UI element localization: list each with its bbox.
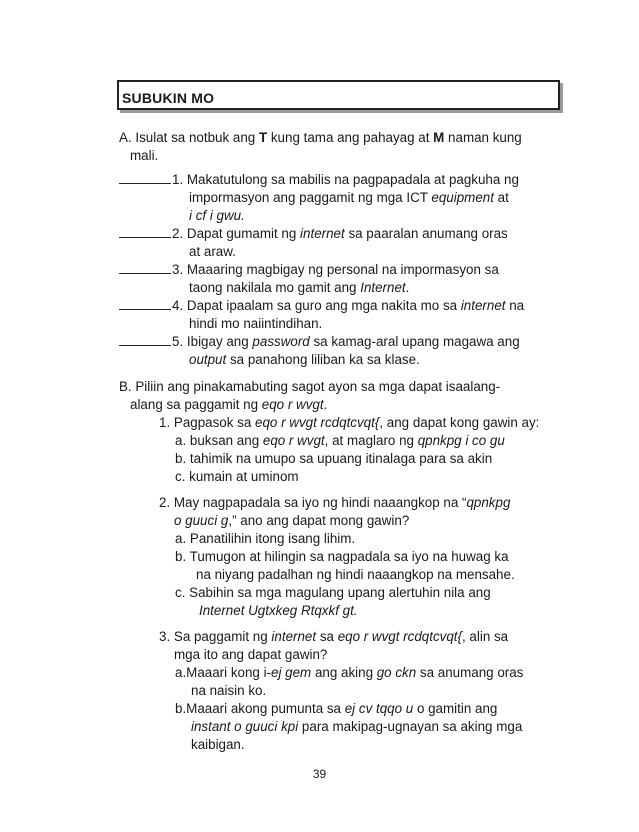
option-a: a. Panatilihin itong isang lihim.	[175, 531, 356, 546]
option-b: b.Maaari akong pumunta sa ej cv tqqo u o gamitin ang	[175, 701, 498, 716]
answer-blank	[119, 171, 171, 184]
option-c: c. kumain at uminom	[175, 469, 299, 484]
option-b: b. Tumugon at hilingin sa nagpadala sa iyo na huwag ka	[175, 549, 509, 564]
option-b: b. tahimik na umupo sa upuang itinalaga para sa akin	[175, 451, 493, 466]
page-number: 39	[312, 767, 327, 781]
multiple-choice-question-3: 3. Sa paggamit ng internet sa eqo r wvgt rcdqtcvqt{, alin sa mga ito ang dapat gawin? a.Maaari kong i-ej gem ang aking go ckn sa anumang oras na naisin ko. b.Maaari akong pumunta sa ej cv tqqo u o gamitin ang instant o guuci kpi para makipag-ugnayan sa aking mga kaibigan.	[119, 628, 562, 754]
multiple-choice-question-1: 1. Pagpasok sa eqo r wvgt rcdqtcvqt{, ang dapat kong gawin ay: a. buksan ang eqo r wvgt, at maglaro ng qpnkpg i co gu b. tahimik na umupo sa upuang itinalaga para sa akin c. kumain at uminom	[119, 414, 562, 486]
option-c: c. Sabihin sa mga magulang upang alertuhin nila ang	[175, 585, 491, 600]
true-false-item-5: 5. Ibigay ang password sa kamag-aral upang magawa ang output sa panahong liliban ka sa klase.	[119, 333, 562, 369]
answer-blank	[119, 261, 171, 274]
true-false-item-1: 1. Makatutulong sa mabilis na pagpapadala at pagkuha ng impormasyon ang paggamit ng mga ICT equipment at i cf i gwu.	[119, 171, 562, 225]
section-a-instruction: A. Isulat sa notbuk ang T kung tama ang pahayag at M naman kung mali.	[119, 130, 522, 163]
option-a: a.Maaari kong i-ej gem ang aking go ckn sa anumang oras	[175, 665, 524, 680]
worksheet-content	[119, 129, 562, 754]
option-a: a. buksan ang eqo r wvgt, at maglaro ng qpnkpg i co gu	[175, 433, 505, 448]
true-false-item-4: 4. Dapat ipaalam sa guro ang mga nakita mo sa internet na hindi mo naiintindihan.	[119, 297, 562, 333]
section-header-box	[117, 80, 560, 110]
section-title: SUBUKIN MO	[122, 90, 215, 106]
true-false-item-2: 2. Dapat gumamit ng internet sa paaralan anumang oras at araw.	[119, 225, 562, 261]
answer-blank	[119, 333, 171, 346]
multiple-choice-question-2: 2. May nagpapadala sa iyo ng hindi naaangkop na “qpnkpg o guuci g,” ano ang dapat mong gawin? a. Panatilihin itong isang lihim. b. Tumugon at hilingin sa nagpadala sa iyo na huwag ka na niyang padalhan ng hindi naaangkop na mensahe. c. Sabihin sa mga magulang upang alertuhin nila ang Internet Ugtxkeg Rtqxkf gt.	[119, 494, 562, 620]
answer-blank	[119, 225, 171, 238]
answer-blank	[119, 297, 171, 310]
section-b-instruction: B. Piliin ang pinakamabuting sagot ayon sa mga dapat isaalang- alang sa paggamit ng eqo r wvgt.	[119, 379, 501, 412]
true-false-item-3: 3. Maaaring magbigay ng personal na impormasyon sa taong nakilala mo gamit ang Internet.	[119, 261, 562, 297]
